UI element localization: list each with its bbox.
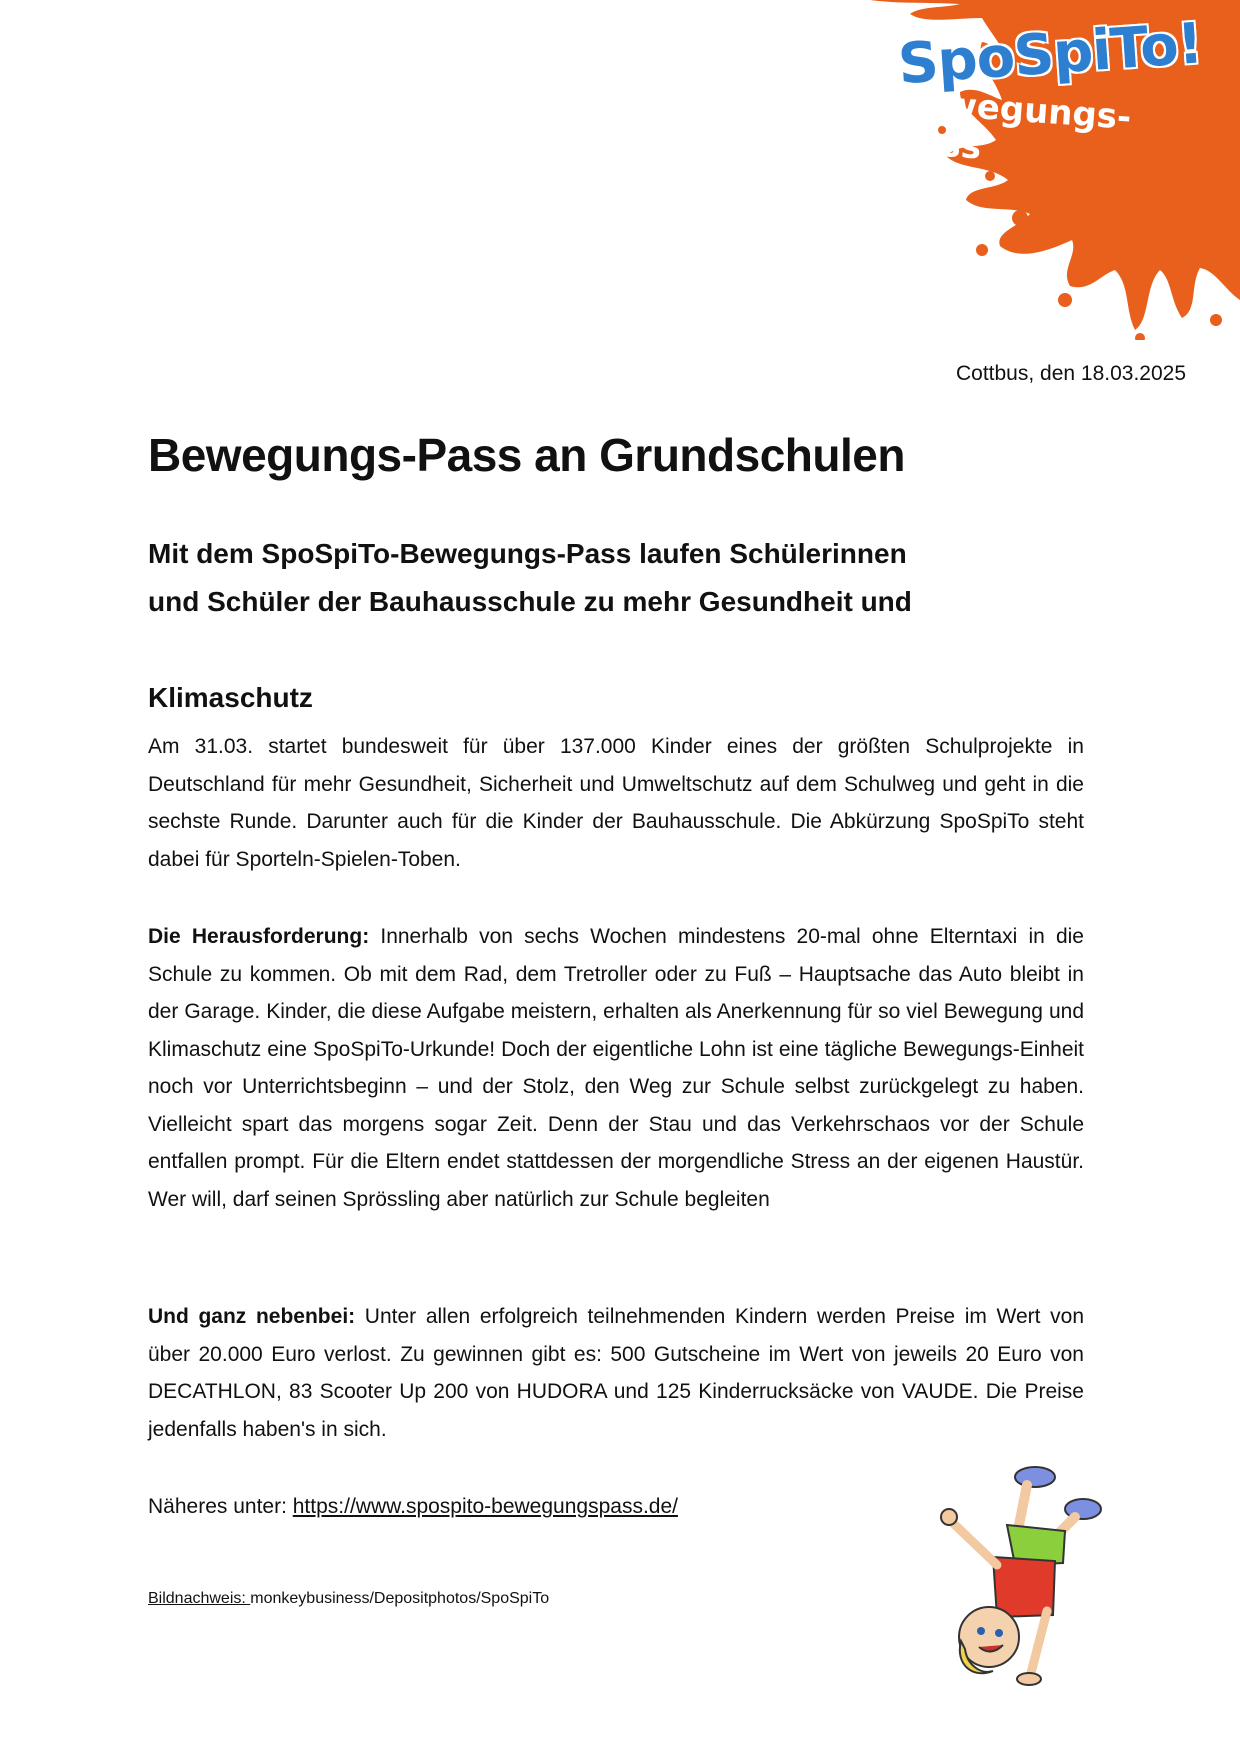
cartoon-kid-illustration — [915, 1465, 1105, 1695]
credit-label: Bildnachweis: — [148, 1590, 251, 1607]
subtitle-line: und Schüler der Bauhausschule zu mehr Gesundheit und — [148, 586, 912, 617]
logo-tagline: Bewegungs-Pass — [892, 81, 1133, 168]
challenge-paragraph — [148, 918, 1084, 1218]
challenge-lead: Die Herausforderung: — [148, 925, 370, 948]
challenge-text: Innerhalb von sechs Wochen mindestens 20-mal ohne Elterntaxi in die Schule zu kommen. Ob mit dem Rad, dem Tretroller oder zu Fuß – Hauptsache das Auto bleibt in der Garage. Kinder, die diese Aufgabe meistern, erhalten als Anerkennung für so viel Bewegung und Klimaschutz eine SpoSpiTo-Urkunde! Doch der eigentliche Lohn ist eine tägliche Bewegungs-Einheit noch vor Unterrichtsbeginn – und der Stolz, den Weg zur Schule selbst zurückgelegt zu haben. Vielleicht spart das morgens sogar Zeit. Denn der Stau und das Verkehrschaos vor der Schule entfallen prompt. Für die Eltern endet stattdessen der morgendliche Stress an der eigenen Haustür. Wer will, darf seinen Sprössling aber natürlich zur Schule begleiten — [148, 925, 1084, 1211]
image-credit — [148, 1590, 549, 1608]
more-info-label: Näheres unter: — [148, 1495, 293, 1518]
subtitle — [148, 530, 1096, 626]
subtitle-line: Mit dem SpoSpiTo-Bewegungs-Pass laufen Schülerinnen — [148, 538, 907, 569]
date-line: Cottbus, den 18.03.2025 — [955, 362, 1186, 385]
prizes-text: Unter allen erfolgreich teilnehmenden Kindern werden Preise im Wert von über 20.000 Euro verlost. Zu gewinnen gibt es: 500 Gutscheine im Wert von jeweils 20 Euro von DECATHLON, 83 Scooter Up 200 von HUDORA und 125 Kinderrucksäcke von VAUDE. Die Preise jedenfalls haben's in sich. — [148, 1305, 1085, 1441]
section-heading: Klimaschutz — [148, 682, 313, 713]
prizes-paragraph — [148, 1298, 1084, 1448]
page-title: Bewegungs-Pass an Grundschulen — [148, 429, 905, 481]
logo-brand: SpoSpiTo! — [896, 11, 1205, 98]
intro-paragraph: Am 31.03. startet bundesweit für über 137.000 Kinder eines der größten Schulprojekte in Deutschland für mehr Gesundheit, Sicherheit und Umweltschutz auf dem Schulweg und geht in die sechste Runde. Darunter auch für die Kinder der Bauhausschule. Die Abkürzung SpoSpiTo steht dabei für Sporteln-Spielen-Toben. — [148, 735, 1084, 871]
website-link[interactable]: https://www.spospito-bewegungspass.de/ — [292, 1495, 678, 1518]
credit-text: monkeybusiness/Depositphotos/SpoSpiTo — [250, 1590, 550, 1607]
prizes-lead: Und ganz nebenbei: — [148, 1305, 356, 1328]
